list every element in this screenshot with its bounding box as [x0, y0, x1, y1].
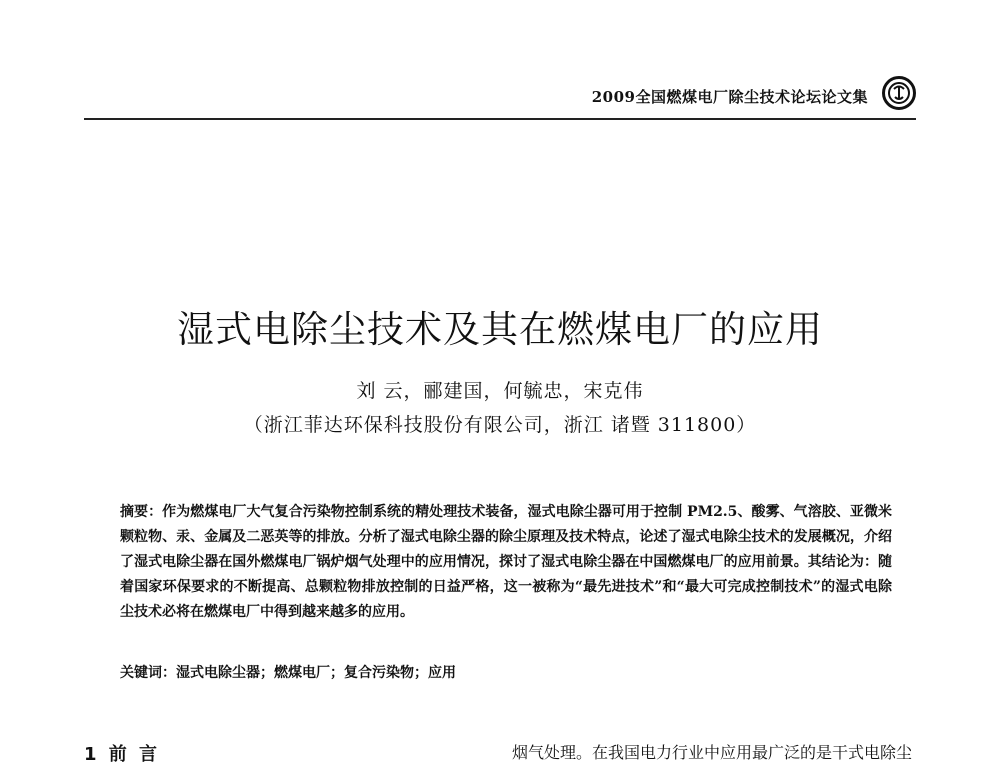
body-text-start: 烟气处理。在我国电力行业中应用最广泛的是干式电除尘: [512, 743, 913, 762]
keywords-label: 关键词：: [120, 665, 176, 681]
proceedings-header: 2009全国燃煤电厂除尘技术论坛论文集: [591, 88, 868, 106]
abstract-label: 摘要：: [120, 504, 163, 520]
keywords: [120, 662, 892, 682]
logo-icon: [886, 80, 912, 106]
abstract-text: 作为燃煤电厂大气复合污染物控制系统的精处理技术装备，湿式电除尘器可用于控制 PM2.5、酸雾、气溶胶、亚微米颗粒物、汞、金属及二恶英等的排放。分析了湿式电除尘器的除尘原理及技术特点，论述了湿式电除尘技术的发展概况，介绍了湿式电除尘器在国外燃煤电厂锅炉烟气处理中的应用情况，探讨了湿式电除尘器在中国燃煤电厂的应用前景。其结论为：随着国家环保要求的不断提高、总颗粒物排放控制的日益严格，这一被称为“最先进技术”和“最大可完成控制技术”的湿式电除尘技术必将在燃煤电厂中得到越来越多的应用。: [120, 504, 893, 620]
keywords-text: 湿式电除尘器；燃煤电厂；复合污染物；应用: [176, 665, 456, 681]
authors-line: 刘 云，郦建国，何毓忠，宋克伟: [356, 380, 644, 402]
header-rule: [84, 118, 916, 120]
affiliation-line: （浙江菲达环保科技股份有限公司，浙江 诸暨 311800）: [243, 414, 757, 436]
paper-title: 湿式电除尘技术及其在燃煤电厂的应用: [177, 307, 823, 351]
abstract: [120, 500, 892, 625]
section-heading: 1 前 言: [84, 744, 161, 765]
publisher-logo: [882, 76, 916, 110]
